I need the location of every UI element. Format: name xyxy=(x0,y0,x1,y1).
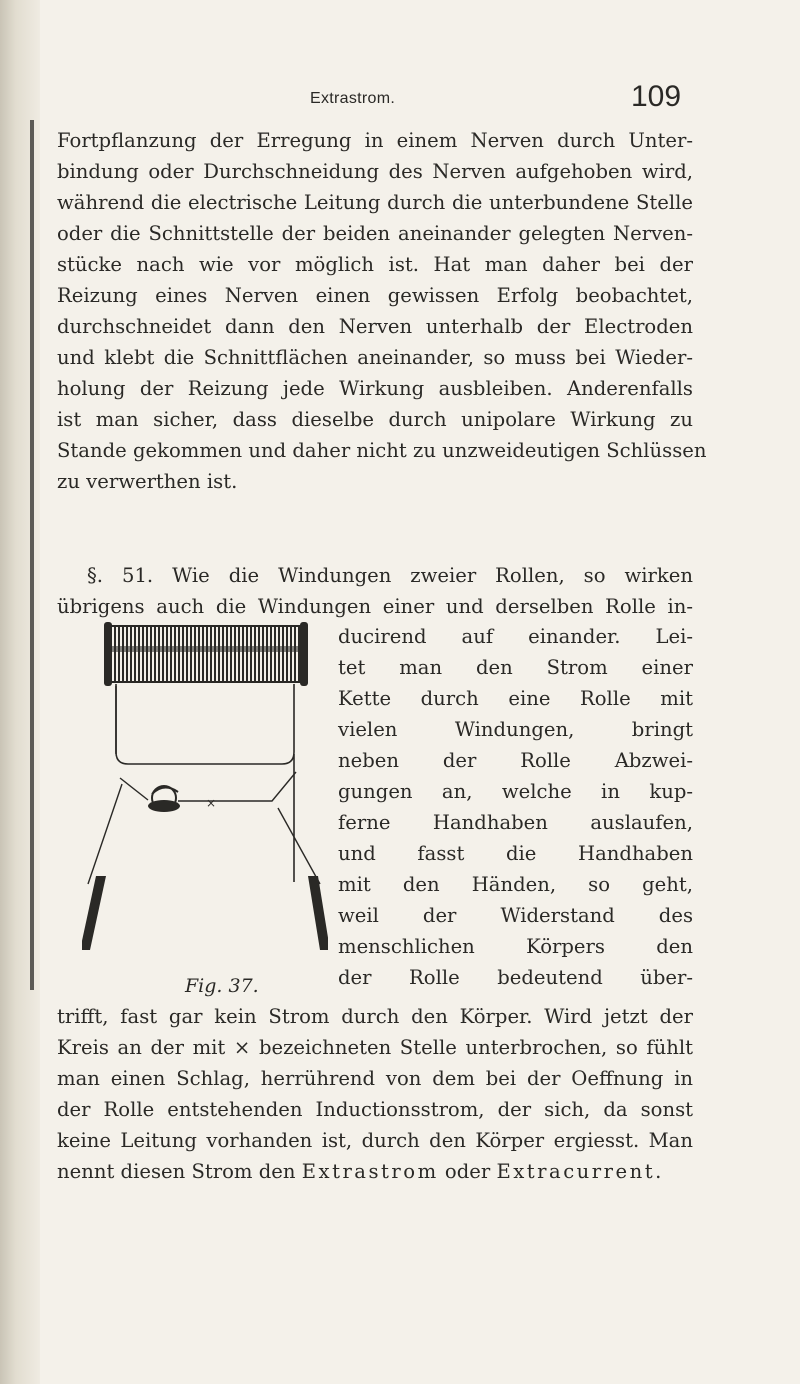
induction-coil xyxy=(104,622,308,686)
text-line: keine Leitung vorhanden ist, durch den Körper ergiesst. Man xyxy=(57,1129,693,1152)
text-fragment: . xyxy=(655,1160,662,1183)
text-line: mit den Händen, so geht, xyxy=(338,873,693,896)
text-line: Fortpflanzung der Erregung in einem Nerven durch Unter- xyxy=(57,129,693,152)
battery-cell xyxy=(148,786,180,812)
text-fragment: nennt diesen Strom den xyxy=(57,1160,302,1183)
text-line: Reizung eines Nerven einen gewissen Erfolg beobachtet, xyxy=(57,284,693,307)
text-line: und klebt die Schnittflächen aneinander, so muss bei Wieder- xyxy=(57,346,693,369)
text-line: holung der Reizung jede Wirkung ausbleiben. Anderenfalls xyxy=(57,377,693,400)
text-line: und fasst die Handhaben xyxy=(338,842,693,865)
text-line: der Rolle bedeutend über- xyxy=(338,966,693,989)
coil-with-handles-illustration xyxy=(82,612,328,964)
text-line: stücke nach wie vor möglich ist. Hat man daher bei der xyxy=(57,253,693,276)
text-line: bindung oder Durchschneidung des Nerven aufgehoben wird, xyxy=(57,160,693,183)
branch-wires xyxy=(88,772,320,884)
figure-37-coil-diagram xyxy=(82,612,328,964)
text-line-final xyxy=(57,1156,693,1187)
paragraph-section-51-tail xyxy=(57,1001,693,1187)
text-line: neben der Rolle Abzwei- xyxy=(338,749,693,772)
text-line: §. 51. Wie die Windungen zweier Rollen, so wirken xyxy=(87,564,693,587)
paragraph-nerve-conduction xyxy=(57,125,707,497)
copper-handles xyxy=(82,876,328,950)
gutter-shadow-line xyxy=(30,120,34,990)
figure-caption: Fig. 37. xyxy=(185,975,259,997)
page-number: 109 xyxy=(631,80,682,113)
text-line: Stande gekommen und daher nicht zu unzweideutigen Schlüssen xyxy=(57,439,707,462)
paragraph-section-51-side xyxy=(338,621,693,993)
text-fragment: oder xyxy=(438,1160,497,1183)
term-extracurrent: Extracurrent xyxy=(496,1160,656,1183)
page-header xyxy=(0,80,800,126)
text-line: gungen an, welche in kup- xyxy=(338,780,693,803)
book-binding-gutter xyxy=(0,0,40,1384)
text-line: übrigens auch die Windungen einer und derselben Rolle in- xyxy=(57,595,693,618)
text-line: der Rolle entstehenden Inductionsstrom, der sich, da sonst xyxy=(57,1098,693,1121)
text-line: Kreis an der mit × bezeichneten Stelle unterbrochen, so fühlt xyxy=(57,1036,693,1059)
break-mark-x: × xyxy=(206,796,217,810)
circuit-wires xyxy=(116,684,294,882)
text-line: oder die Schnittstelle der beiden aneinander gelegten Nerven- xyxy=(57,222,693,245)
text-line: trifft, fast gar kein Strom durch den Körper. Wird jetzt der xyxy=(57,1005,693,1028)
text-line: ducirend auf einander. Lei- xyxy=(338,625,693,648)
text-line: tet man den Strom einer xyxy=(338,656,693,679)
text-line: vielen Windungen, bringt xyxy=(338,718,693,741)
text-line: zu verwerthen ist. xyxy=(57,470,238,493)
text-line: ferne Handhaben auslaufen, xyxy=(338,811,693,834)
text-line: während die electrische Leitung durch die unterbundene Stelle xyxy=(57,191,693,214)
text-line: man einen Schlag, herrührend von dem bei der Oeffnung in xyxy=(57,1067,693,1090)
term-extrastrom: Extrastrom xyxy=(301,1160,439,1183)
running-title: Extrastrom. xyxy=(310,90,396,107)
text-line: durchschneidet dann den Nerven unterhalb der Electroden xyxy=(57,315,693,338)
text-line: Kette durch eine Rolle mit xyxy=(338,687,693,710)
text-line: menschlichen Körpers den xyxy=(338,935,693,958)
text-line: ist man sicher, dass dieselbe durch unipolare Wirkung zu xyxy=(57,408,693,431)
text-line: weil der Widerstand des xyxy=(338,904,693,927)
